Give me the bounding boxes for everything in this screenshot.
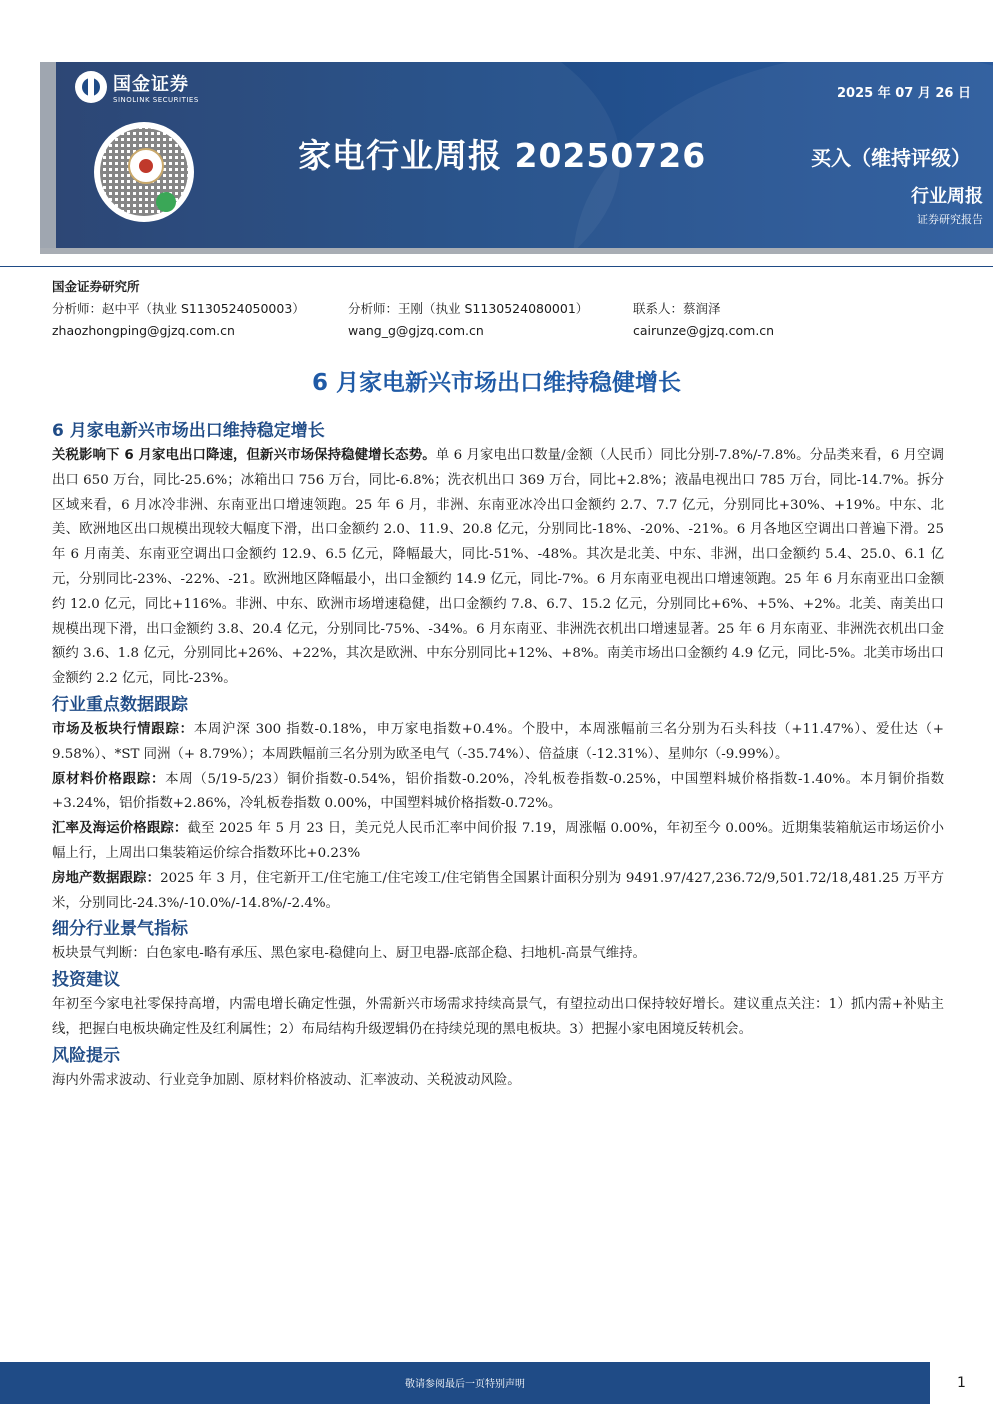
section-title-data-tracking: 行业重点数据跟踪 (52, 694, 188, 715)
section-title-export: 6 月家电新兴市场出口维持稳定增长 (52, 421, 325, 441)
qr-badge-icon (156, 192, 176, 212)
section-title-risk: 风险提示 (52, 1045, 120, 1066)
paragraph-market: 市场及板块行情跟踪：本周沪深 300 指数-0.18%，申万家电指数+0.4%。个股中，本周涨幅前三名分别为石头科技（+11.47%）、爱仕达（+ 9.58%）、*ST 同洲（+ 8.79%）；本周跌幅前三名分别为欧圣电气（-35.74%）、倍益康（-12.31%）、星帅尔（-9.99%）。 (52, 721, 944, 762)
section-title-investment: 投资建议 (52, 970, 120, 991)
footer-notice: 敬请参阅最后一页特别声明 (405, 1379, 525, 1390)
header-bottom-strip (40, 248, 993, 254)
report-subtype: 证券研究报告 (917, 213, 983, 226)
email-3: cairunze@gjzq.com.cn (633, 323, 775, 338)
report-date: 2025 年 07 月 26 日 (837, 86, 971, 101)
paragraph-real-estate: 房地产数据跟踪：2025 年 3 月，住宅新开工/住宅施工/住宅竣工/住宅销售全国累计面积分别为 9491.97/427,236.72/9,501.72/18,481.25 万平方米，分别同比-24.3%/-10.0%/-14.8%/-2.4%。 (52, 870, 944, 911)
analyst-2: 分析师：王刚（执业 S1130524080001） (348, 301, 589, 316)
qr-code-icon (94, 122, 194, 222)
logo-mark-icon (75, 71, 107, 103)
report-title: 家电行业周报 20250726 (298, 136, 707, 175)
email-2: wang_g@gjzq.com.cn (348, 323, 484, 338)
report-body (52, 418, 944, 1094)
qr-center-logo-icon (128, 148, 164, 184)
analyst-1: 分析师：赵中平（执业 S1130524050003） (52, 301, 305, 316)
section-title-sentiment: 细分行业景气指标 (52, 919, 188, 940)
report-headline: 6 月家电新兴市场出口维持稳健增长 (311, 370, 681, 396)
paragraph-investment: 年初至今家电社零保持高增，内需电增长确定性强，外需新兴市场需求持续高景气，有望拉动出口保持较好增长。建议重点关注：1）抓内需+补贴主线，把握白电板块确定性及红利属性；2）布局结构升级逻辑仍在持续兑现的黑电板块。3）把握小家电困境反转机会。 (52, 997, 944, 1037)
paragraph-fx-shipping: 汇率及海运价格跟踪：截至 2025 年 5 月 23 日，美元兑人民币汇率中间价报 7.19，周涨幅 0.00%，年初至今 0.00%。近期集装箱航运市场运价小幅上行，上周出口集装箱运价综合指数环比+0.23% (52, 821, 944, 861)
rating-label: 买入（维持评级） (811, 146, 971, 170)
logo-name-en: SINOLINK SECURITIES (113, 96, 199, 104)
research-org: 国金证券研究所 (52, 279, 140, 294)
email-1: zhaozhongping@gjzq.com.cn (52, 323, 235, 338)
header-side-strip (40, 62, 56, 252)
paragraph-raw-material: 原材料价格跟踪：本周（5/19-5/23）铜价指数-0.54%，铝价指数-0.20%，冷轧板卷指数-0.25%，中国塑料城价格指数-1.40%。本月铜价指数+3.24%，铝价指数+2.86%，冷轧板卷指数 0.00%，中国塑料城价格指数-0.72%。 (52, 771, 945, 812)
logo-name-cn: 国金证券 (113, 74, 189, 95)
paragraph-risk: 海内外需求波动、行业竞争加剧、原材料价格波动、汇率波动、关税波动风险。 (52, 1072, 521, 1088)
contact-person: 联系人：蔡润泽 (633, 301, 721, 316)
page-number: 1 (957, 1375, 966, 1391)
company-logo (75, 70, 199, 104)
paragraph-export: 关税影响下 6 月家电出口降速，但新兴市场保持稳健增长态势。单 6 月家电出口数量/金额（人民币）同比分别-7.8%/-7.8%。分品类来看，6 月空调出口 650 万台，同比-25.6%；冰箱出口 756 万台，同比-6.8%；洗衣机出口 369 万台，同比+2.8%；液晶电视出口 785 万台，同比-14.7%。拆分区域来看，6 月冰冷非洲、东南亚出口增速领跑。25 年 6 月，非洲、东南亚冰冷出口金额约 2.7、7.7 亿元，分别同比+30%、+19%。中东、北美、欧洲地区出口规模出现较大幅度下滑，出口金额约 2.0、11.9、20.8 亿元，分别同比-18%、-20%、-21%。6 月各地区空调出口普遍下滑。25 年 6 月南美、东南亚空调出口金额约 12.9、6.5 亿元，降幅最大，同比-51%、-48%。其次是北美、中东、非洲，出口金额约 5.4、25.0、6.1 亿元，分别同比-23%、-22%、-21。欧洲地区降幅最小，出口金额约 14.9 亿元，同比-7%。6 月东南亚电视出口增速领跑。25 年 6 月东南亚出口金额约 12.0 亿元，同比+116%。非洲、中东、欧洲市场增速稳健，出口金额约 7.8、6.7、15.2 亿元，分别同比+6%、+5%、+2%。北美、南美出口规模出现下滑，出口金额约 3.8、20.4 亿元，分别同比-75%、-34%。6 月东南亚、非洲洗衣机出口增速显著。25 年 6 月东南亚、非洲洗衣机出口金额约 3.6、1.8 亿元，分别同比+26%、+22%，其次是欧洲、中东分别同比+12%、+8%。南美市场出口金额约 4.9 亿元，同比-5%。北美市场出口金额约 2.2 亿元，同比-23%。 (52, 448, 945, 687)
paragraph-sentiment: 板块景气判断：白色家电-略有承压、黑色家电-稳健向上、厨卫电器-底部企稳、扫地机-高景气维持。 (52, 946, 646, 962)
report-type: 行业周报 (911, 186, 983, 207)
divider (0, 266, 993, 267)
